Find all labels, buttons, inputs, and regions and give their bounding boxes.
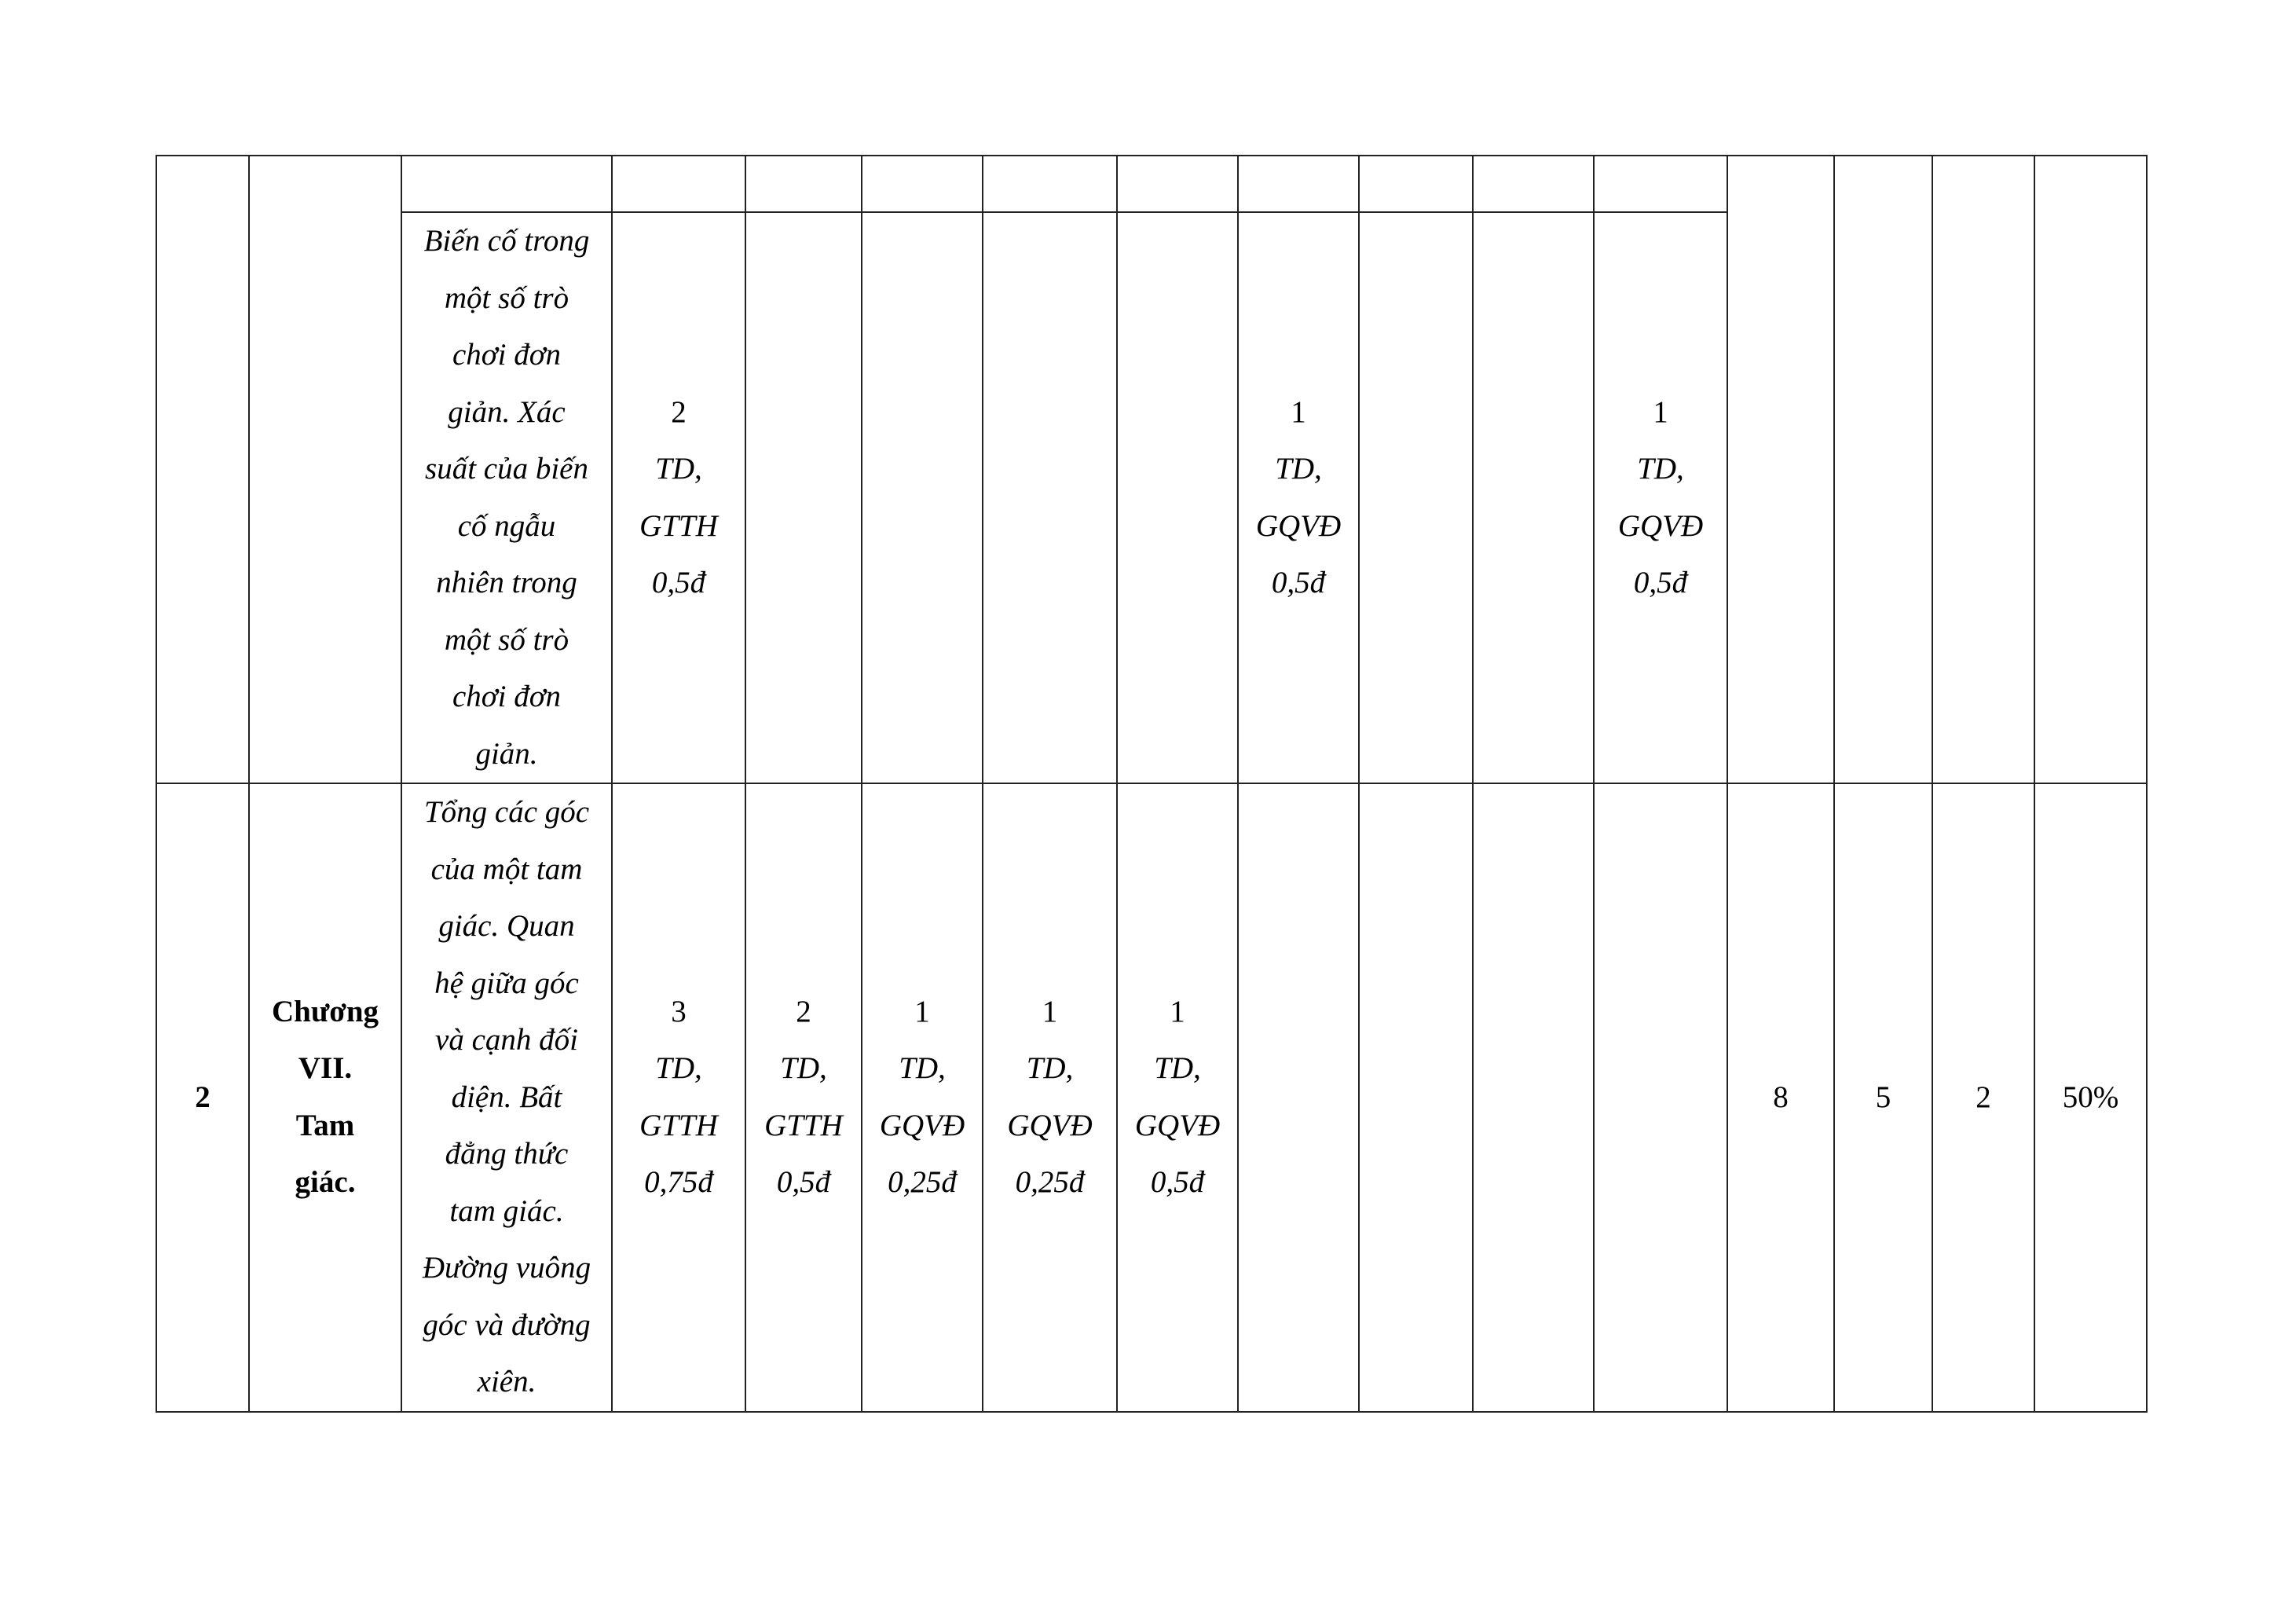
question-cell <box>1117 783 1238 1412</box>
chapter-line: Tam <box>295 1108 355 1142</box>
blank-cell <box>1117 156 1238 212</box>
blank-cell <box>1238 156 1359 212</box>
question-cell <box>1238 212 1359 783</box>
stt-cell <box>156 156 249 783</box>
total-cell <box>1932 156 2034 783</box>
question-type: TD, <box>899 1051 946 1086</box>
chapter-line: giác. <box>295 1165 356 1200</box>
question-count: 1 <box>914 994 930 1028</box>
topic-line: diện. Bất <box>451 1080 562 1114</box>
competency: GTTH <box>639 508 718 543</box>
topic-line: hệ giữa góc <box>434 966 579 1000</box>
competency: GTTH <box>639 1108 718 1142</box>
score: 0,75đ <box>644 1165 713 1200</box>
blank-cell <box>1594 156 1727 212</box>
competency: GQVĐ <box>1134 1108 1221 1142</box>
question-cell <box>1594 783 1727 1412</box>
question-type: TD, <box>1637 452 1684 486</box>
question-count: 1 <box>1042 994 1058 1028</box>
topic-line: của một tam <box>430 852 583 886</box>
chapter-cell <box>249 783 401 1412</box>
chapter-cell <box>249 156 401 783</box>
question-type: TD, <box>655 1051 702 1086</box>
total-cell <box>1727 156 1834 783</box>
question-cell <box>1359 783 1473 1412</box>
question-cell <box>1473 783 1594 1412</box>
topic-line: góc và đường <box>423 1307 591 1342</box>
topic-line: Tổng các góc <box>423 795 590 829</box>
blank-cell <box>612 156 745 212</box>
total-cell <box>1834 156 1932 783</box>
competency: GQVĐ <box>879 1108 965 1142</box>
question-type: TD, <box>1026 1051 1074 1086</box>
total-cell: 2 <box>1932 783 2034 1412</box>
question-cell <box>1594 212 1727 783</box>
blank-cell <box>1473 156 1594 212</box>
competency: GQVĐ <box>1007 1108 1093 1142</box>
score: 0,5đ <box>776 1165 831 1200</box>
topic-line: xiên. <box>477 1365 536 1399</box>
topic-line: cố ngẫu <box>457 508 556 543</box>
blank-cell <box>862 156 983 212</box>
topic-line: đẳng thức <box>445 1137 569 1171</box>
score: 0,5đ <box>651 566 706 599</box>
question-count: 1 <box>1170 994 1185 1028</box>
question-cell <box>862 783 983 1412</box>
topic-line: Đường vuông <box>422 1251 591 1285</box>
score: 0,5đ <box>1271 566 1326 599</box>
question-type: TD, <box>1275 452 1322 486</box>
topic-line: suất của biến <box>425 452 588 486</box>
topic-line: Biến cố trong <box>423 224 590 258</box>
question-count: 2 <box>671 394 687 429</box>
topic-line: và cạnh đối <box>435 1023 578 1057</box>
topic-line: chơi đơn <box>452 338 562 372</box>
score: 0,5đ <box>1633 566 1688 599</box>
topic-line: nhiên trong <box>436 566 577 599</box>
chapter-line: VII. <box>298 1051 353 1086</box>
score: 0,5đ <box>1150 1165 1205 1200</box>
topic-line: giản. <box>475 736 538 771</box>
chapter-line: Chương <box>271 994 379 1028</box>
question-cell <box>612 783 745 1412</box>
topic-cell <box>401 212 612 783</box>
topic-line: giản. Xác <box>448 394 566 429</box>
topic-line: một số trò <box>444 622 569 657</box>
score: 0,25đ <box>888 1165 957 1200</box>
topic-line: giác. Quan <box>438 909 575 943</box>
stt-cell: 2 <box>156 783 249 1412</box>
question-type: TD, <box>1154 1051 1201 1086</box>
question-type: TD, <box>780 1051 827 1086</box>
blank-cell <box>983 156 1117 212</box>
question-cell <box>745 783 862 1412</box>
question-type: TD, <box>655 452 702 486</box>
score: 0,25đ <box>1015 1165 1085 1200</box>
question-cell <box>745 212 862 783</box>
question-count: 1 <box>1291 394 1306 429</box>
question-count: 2 <box>796 994 811 1028</box>
topic-cell <box>401 783 612 1412</box>
question-cell <box>1359 212 1473 783</box>
question-cell <box>983 783 1117 1412</box>
assessment-matrix-table <box>156 155 2148 1413</box>
question-cell <box>612 212 745 783</box>
question-count: 3 <box>671 994 687 1028</box>
table-row <box>156 783 2147 1412</box>
question-cell <box>983 212 1117 783</box>
question-cell <box>1238 783 1359 1412</box>
blank-cell <box>1359 156 1473 212</box>
blank-cell <box>745 156 862 212</box>
question-cell <box>1473 212 1594 783</box>
question-cell <box>1117 212 1238 783</box>
topic-line: tam giác. <box>449 1193 564 1228</box>
competency: GQVĐ <box>1617 508 1704 543</box>
total-cell <box>2034 156 2147 783</box>
total-cell: 5 <box>1834 783 1932 1412</box>
blank-cell <box>401 156 612 212</box>
total-cell: 8 <box>1727 783 1834 1412</box>
competency: GTTH <box>764 1108 843 1142</box>
topic-line: một số trò <box>444 280 569 315</box>
competency: GQVĐ <box>1255 508 1342 543</box>
question-count: 1 <box>1653 394 1668 429</box>
topic-line: chơi đơn <box>452 680 562 713</box>
table-row-continuation <box>156 156 2147 212</box>
percent-cell: 50% <box>2034 783 2147 1412</box>
question-cell <box>862 212 983 783</box>
